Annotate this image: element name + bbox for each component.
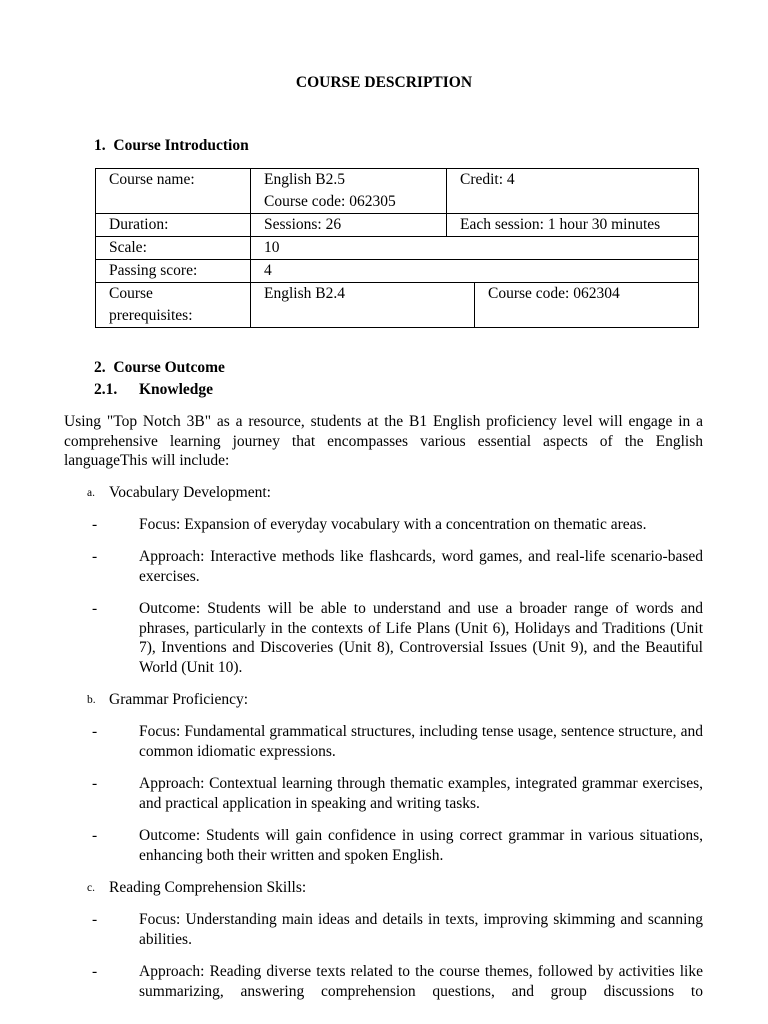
passing-score-label: Passing score: bbox=[109, 262, 198, 279]
table-row-prerequisites bbox=[96, 283, 699, 328]
course-info-table bbox=[95, 168, 699, 328]
list-item-title: Grammar Proficiency: bbox=[109, 691, 249, 708]
bullet-dash: - bbox=[92, 775, 98, 792]
document-title: COURSE DESCRIPTION bbox=[295, 74, 473, 91]
bullet-text: Focus: Expansion of everyday vocabulary with a concentration on thematic areas. bbox=[139, 516, 647, 533]
subsection-label: Knowledge bbox=[139, 381, 214, 398]
bullet-text: Approach: Contextual learning through thematic examples, integrated grammar exercises, and practical application in speaking and writing tasks. bbox=[139, 775, 703, 812]
bullet-grammar-outcome bbox=[64, 826, 703, 865]
bullet-dash: - bbox=[92, 548, 98, 565]
subsection-number: 2.1. bbox=[94, 381, 118, 398]
table-cell-session-length bbox=[447, 214, 699, 237]
section-heading-course-introduction bbox=[94, 136, 249, 156]
table-cell-scale bbox=[251, 237, 699, 260]
list-letter: b. bbox=[87, 694, 96, 706]
course-name-value: English B2.5 bbox=[264, 171, 345, 188]
bullet-text: Focus: Understanding main ideas and details in texts, improving skimming and scanning abilities. bbox=[139, 911, 703, 948]
section-heading-course-outcome bbox=[94, 358, 225, 378]
list-letter: c. bbox=[87, 882, 95, 894]
bullet-dash: - bbox=[92, 963, 98, 980]
table-cell-prerequisite-course bbox=[251, 283, 475, 328]
bullet-dash: - bbox=[92, 516, 98, 533]
table-cell-sessions bbox=[251, 214, 447, 237]
scale-label: Scale: bbox=[109, 239, 147, 256]
table-row-duration bbox=[96, 214, 699, 237]
table-cell-credit bbox=[447, 169, 699, 214]
intro-paragraph: Using "Top Notch 3B" as a resource, students at the B1 English proficiency level will engage in a comprehensive learning journey that encompasses various essential aspects of the English languageThis will include: bbox=[64, 413, 703, 469]
table-row-scale bbox=[96, 237, 699, 260]
bullet-vocabulary-focus bbox=[64, 515, 703, 535]
section-number: 2. bbox=[94, 359, 106, 376]
table-cell-label bbox=[96, 169, 251, 214]
section-label: Course Outcome bbox=[113, 359, 225, 376]
list-letter: a. bbox=[87, 487, 95, 499]
table-cell-label bbox=[96, 237, 251, 260]
session-length-value: Each session: 1 hour 30 minutes bbox=[460, 216, 661, 233]
table-row-course-name bbox=[96, 169, 699, 214]
bullet-reading-approach bbox=[64, 962, 703, 1001]
bullet-vocabulary-outcome bbox=[64, 599, 703, 677]
table-row-passing-score bbox=[96, 260, 699, 283]
prerequisite-course-value: English B2.4 bbox=[264, 285, 345, 302]
passing-score-value: 4 bbox=[264, 262, 272, 279]
bullet-dash: - bbox=[92, 911, 98, 928]
bullet-grammar-focus bbox=[64, 722, 703, 761]
bullet-reading-focus bbox=[64, 910, 703, 949]
prerequisites-label-line1: Course bbox=[109, 285, 153, 302]
bullet-vocabulary-approach bbox=[64, 547, 703, 586]
course-code-value: Course code: 062305 bbox=[264, 193, 396, 210]
bullet-dash: - bbox=[92, 600, 98, 617]
prerequisites-label-line2: prerequisites: bbox=[109, 307, 193, 324]
list-item-title: Vocabulary Development: bbox=[109, 484, 271, 501]
table-cell-passing-score bbox=[251, 260, 699, 283]
table-cell-prerequisite-code bbox=[475, 283, 699, 328]
table-cell-course-name bbox=[251, 169, 447, 214]
table-cell-label bbox=[96, 260, 251, 283]
bullet-grammar-approach bbox=[64, 774, 703, 813]
list-item-title: Reading Comprehension Skills: bbox=[109, 879, 307, 896]
table-cell-label bbox=[96, 283, 251, 328]
sessions-value: Sessions: 26 bbox=[264, 216, 342, 233]
subsection-heading-knowledge bbox=[94, 380, 213, 400]
bullet-text: Approach: Reading diverse texts related to the course themes, followed by activities like summarizing, answering comprehension questions, and group discussions to bbox=[139, 963, 703, 1000]
prerequisite-code-value: Course code: 062304 bbox=[488, 285, 620, 302]
section-label: Course Introduction bbox=[113, 137, 249, 154]
bullet-text: Approach: Interactive methods like flashcards, word games, and real-life scenario-based exercises. bbox=[139, 548, 703, 585]
section-number: 1. bbox=[94, 137, 106, 154]
table-cell-label bbox=[96, 214, 251, 237]
bullet-text: Outcome: Students will be able to understand and use a broader range of words and phrases, particularly in the contexts of Life Plans (Unit 6), Holidays and Traditions (Unit 7), Inventions and Discoveries (Unit 8), Controversial Issues (Unit 9), and the Beautiful World (Unit 10). bbox=[139, 600, 703, 676]
course-name-label: Course name: bbox=[109, 171, 195, 188]
bullet-dash: - bbox=[92, 723, 98, 740]
bullet-dash: - bbox=[92, 827, 98, 844]
credit-value: Credit: 4 bbox=[460, 171, 515, 188]
scale-value: 10 bbox=[264, 239, 280, 256]
duration-label: Duration: bbox=[109, 216, 169, 233]
bullet-text: Focus: Fundamental grammatical structures, including tense usage, sentence structure, and common idiomatic expressions. bbox=[139, 723, 703, 760]
bullet-text: Outcome: Students will gain confidence in using correct grammar in various situations, enhancing both their written and spoken English. bbox=[139, 827, 703, 864]
